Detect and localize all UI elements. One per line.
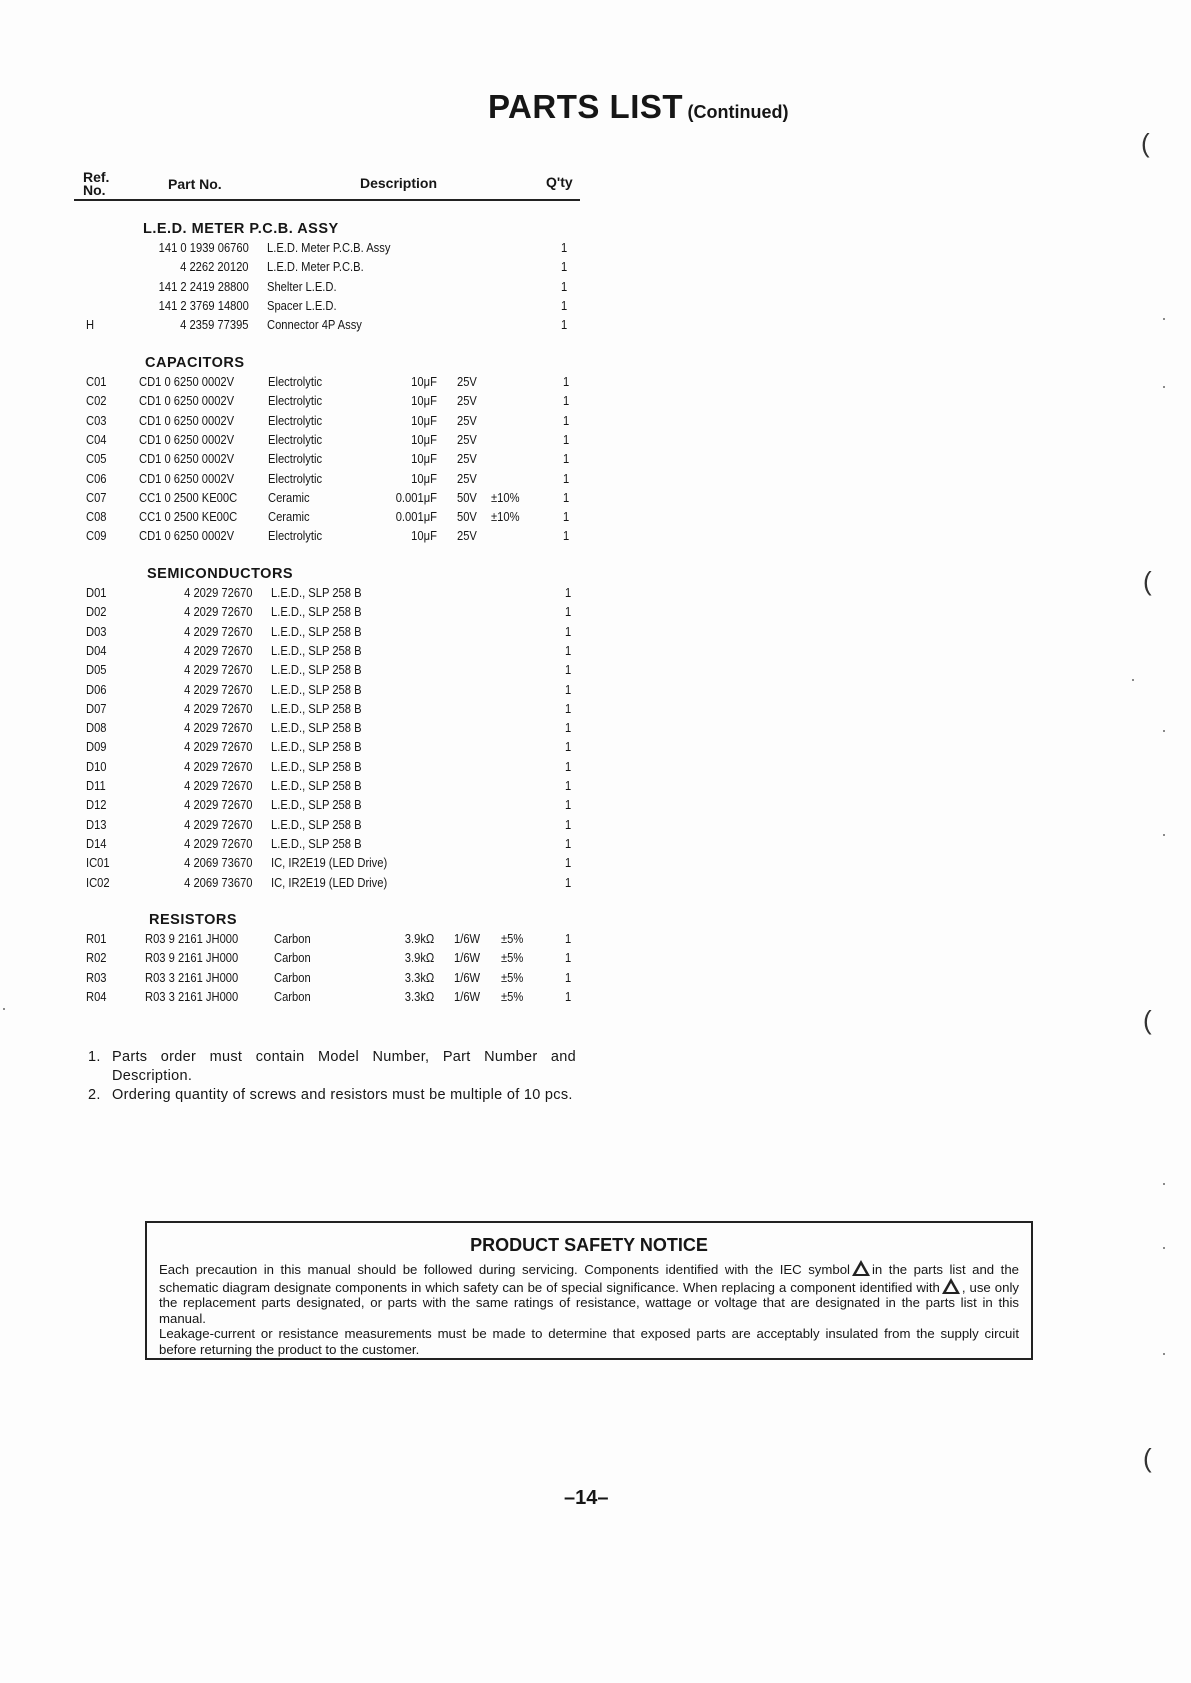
rating: 25V (457, 451, 477, 466)
ref-no: D08 (86, 720, 107, 735)
part-no: 4 2359 77395 (180, 317, 249, 332)
ref-no: D03 (86, 624, 107, 639)
ref-no: R03 (86, 970, 107, 985)
part-no: CD1 0 6250 0002V (139, 374, 235, 389)
rating: 25V (457, 374, 477, 389)
note-text: Parts order must contain Model Number, Part Number and Description. (112, 1049, 576, 1084)
rating: 25V (457, 432, 477, 447)
quantity: 1 (563, 393, 570, 408)
ref-no: D12 (86, 797, 107, 812)
description: L.E.D., SLP 258 B (271, 701, 362, 716)
description: Connector 4P Assy (267, 317, 362, 332)
value: 3.3kΩ (404, 989, 434, 1004)
binding-mark: ( (1143, 566, 1152, 596)
description: Carbon (274, 931, 311, 946)
description: IC, IR2E19 (LED Drive) (271, 875, 388, 890)
value: 10μF (411, 393, 437, 408)
part-no: CD1 0 6250 0002V (139, 413, 235, 428)
notes (88, 1048, 576, 1105)
ref-no: D09 (86, 739, 107, 754)
value: 10μF (411, 413, 437, 428)
description: Carbon (274, 989, 311, 1004)
part-no: CD1 0 6250 0002V (139, 471, 235, 486)
rating: 25V (457, 471, 477, 486)
ref-no: R01 (86, 931, 107, 946)
value: 10μF (411, 374, 437, 389)
ref-no: D02 (86, 604, 107, 619)
quantity: 1 (565, 989, 572, 1004)
rating: 50V (457, 509, 477, 524)
description: L.E.D., SLP 258 B (271, 643, 362, 658)
quantity: 1 (565, 931, 572, 946)
value: 3.9kΩ (404, 950, 434, 965)
quantity: 1 (565, 720, 572, 735)
description: L.E.D., SLP 258 B (271, 817, 362, 832)
part-no: 4 2069 73670 (184, 875, 253, 890)
quantity: 1 (565, 836, 572, 851)
quantity: 1 (563, 374, 570, 389)
quantity: 1 (565, 739, 572, 754)
part-no: 4 2029 72670 (184, 759, 253, 774)
quantity: 1 (565, 797, 572, 812)
part-no: CD1 0 6250 0002V (139, 528, 235, 543)
note-number: 2. (88, 1087, 101, 1103)
title-sub: (Continued) (687, 102, 789, 122)
ref-no: D13 (86, 817, 107, 832)
header-ref-line1: Ref. (83, 169, 110, 185)
scan-speck (3, 1008, 5, 1010)
part-no: 4 2029 72670 (184, 701, 253, 716)
ref-no: D10 (86, 759, 107, 774)
rating: 1/6W (454, 931, 481, 946)
quantity: 1 (565, 624, 572, 639)
ref-no: IC01 (86, 855, 110, 870)
description: L.E.D., SLP 258 B (271, 739, 362, 754)
description: Carbon (274, 970, 311, 985)
quantity: 1 (561, 279, 568, 294)
part-no: 4 2069 73670 (184, 855, 253, 870)
rating: 25V (457, 413, 477, 428)
value: 10μF (411, 432, 437, 447)
rating: 1/6W (454, 970, 481, 985)
quantity: 1 (565, 778, 572, 793)
part-no: 4 2029 72670 (184, 662, 253, 677)
description: Carbon (274, 950, 311, 965)
description: Electrolytic (268, 374, 323, 389)
ref-no: D07 (86, 701, 107, 716)
description: L.E.D. Meter P.C.B. Assy (267, 240, 391, 255)
part-no: CD1 0 6250 0002V (139, 393, 235, 408)
ref-no: D05 (86, 662, 107, 677)
ref-no: D06 (86, 682, 107, 697)
part-no: 141 2 3769 14800 (158, 298, 249, 313)
product-safety-notice (145, 1221, 1033, 1360)
tolerance: ±10% (491, 490, 520, 505)
note-text: Ordering quantity of screws and resistors must be multiple of 10 pcs. (112, 1087, 573, 1103)
value: 3.3kΩ (404, 970, 434, 985)
safety-text-3: , use only the replacement parts designated, or parts with the same ratings of resistance, wattage or voltage that are designated in the parts list in this manual. (159, 1279, 1019, 1326)
tolerance: ±5% (501, 970, 524, 985)
description: L.E.D., SLP 258 B (271, 624, 362, 639)
tolerance: ±10% (491, 509, 520, 524)
part-no: CD1 0 6250 0002V (139, 451, 235, 466)
ref-no: C09 (86, 528, 107, 543)
quantity: 1 (565, 855, 572, 870)
description: L.E.D., SLP 258 B (271, 759, 362, 774)
quantity: 1 (565, 701, 572, 716)
quantity: 1 (561, 298, 568, 313)
value: 10μF (411, 471, 437, 486)
quantity: 1 (563, 413, 570, 428)
quantity: 1 (561, 317, 568, 332)
binding-mark: ( (1141, 128, 1150, 158)
description: Electrolytic (268, 393, 323, 408)
header-rule (74, 199, 580, 201)
ref-no: C01 (86, 374, 107, 389)
part-no: 4 2029 72670 (184, 797, 253, 812)
part-no: R03 3 2161 JH000 (145, 989, 239, 1004)
scan-speck (1132, 679, 1134, 681)
description: L.E.D., SLP 258 B (271, 836, 362, 851)
rating: 25V (457, 393, 477, 408)
tolerance: ±5% (501, 931, 524, 946)
part-no: R03 9 2161 JH000 (145, 931, 239, 946)
part-no: R03 3 2161 JH000 (145, 970, 239, 985)
scan-speck (1163, 1353, 1165, 1355)
ref-no: C05 (86, 451, 107, 466)
safety-notice-title: PRODUCT SAFETY NOTICE (470, 1235, 708, 1255)
part-no: 4 2029 72670 (184, 643, 253, 658)
part-no: CC1 0 2500 KE00C (139, 509, 238, 524)
value: 10μF (411, 451, 437, 466)
rating: 25V (457, 528, 477, 543)
ref-no: R04 (86, 989, 107, 1004)
quantity: 1 (563, 451, 570, 466)
warning-triangle-icon (852, 1260, 870, 1276)
safety-notice-body (159, 1260, 1019, 1357)
part-no: 4 2029 72670 (184, 739, 253, 754)
header-ref (83, 171, 109, 197)
section-title-capacitors: CAPACITORS (145, 355, 245, 371)
description: Spacer L.E.D. (267, 298, 337, 313)
ref-no: IC02 (86, 875, 110, 890)
value: 10μF (411, 528, 437, 543)
scan-speck (1163, 834, 1165, 836)
page-title (488, 88, 788, 126)
section-title-led-meter: L.E.D. METER P.C.B. ASSY (143, 221, 339, 237)
description: Shelter L.E.D. (267, 279, 337, 294)
description: L.E.D., SLP 258 B (271, 682, 362, 697)
description: L.E.D., SLP 258 B (271, 604, 362, 619)
part-no: 4 2029 72670 (184, 604, 253, 619)
quantity: 1 (565, 643, 572, 658)
quantity: 1 (565, 759, 572, 774)
ref-no: R02 (86, 950, 107, 965)
binding-mark: ( (1143, 1005, 1152, 1035)
quantity: 1 (565, 970, 572, 985)
safety-text-2: in the parts list and the schematic diagram designate components in which safety can be of special significance. When replacing a component identified with (159, 1262, 1019, 1295)
warning-triangle-icon (942, 1278, 960, 1294)
description: Electrolytic (268, 451, 323, 466)
part-no: 4 2029 72670 (184, 720, 253, 735)
value: 0.001μF (395, 509, 437, 524)
description: Ceramic (268, 490, 310, 505)
quantity: 1 (565, 950, 572, 965)
quantity: 1 (565, 662, 572, 677)
quantity: 1 (563, 490, 570, 505)
ref-no: D01 (86, 585, 107, 600)
note-item (88, 1086, 576, 1105)
quantity: 1 (565, 604, 572, 619)
part-no: 4 2029 72670 (184, 836, 253, 851)
part-no: 4 2029 72670 (184, 585, 253, 600)
note-number: 1. (88, 1049, 101, 1065)
description: IC, IR2E19 (LED Drive) (271, 855, 388, 870)
part-no: CC1 0 2500 KE00C (139, 490, 238, 505)
scan-speck (1163, 1183, 1165, 1185)
tolerance: ±5% (501, 989, 524, 1004)
rating: 1/6W (454, 950, 481, 965)
part-no: 4 2029 72670 (184, 778, 253, 793)
ref-no: D04 (86, 643, 107, 658)
part-no: R03 9 2161 JH000 (145, 950, 239, 965)
quantity: 1 (561, 259, 568, 274)
page-number: –14– (564, 1487, 609, 1509)
part-no: 4 2029 72670 (184, 817, 253, 832)
ref-no: D14 (86, 836, 107, 851)
ref-no: C06 (86, 471, 107, 486)
description: Electrolytic (268, 432, 323, 447)
ref-no: C07 (86, 490, 107, 505)
value: 3.9kΩ (404, 931, 434, 946)
section-title-resistors: RESISTORS (149, 912, 238, 928)
part-no: 4 2029 72670 (184, 682, 253, 697)
header-part-no: Part No. (168, 176, 222, 192)
part-no: 141 2 2419 28800 (158, 279, 249, 294)
quantity: 1 (565, 585, 572, 600)
scan-speck (1163, 318, 1165, 320)
quantity: 1 (563, 471, 570, 486)
rating: 1/6W (454, 989, 481, 1004)
quantity: 1 (563, 509, 570, 524)
title-main: PARTS LIST (488, 88, 684, 125)
quantity: 1 (563, 432, 570, 447)
quantity: 1 (565, 875, 572, 890)
part-no: CD1 0 6250 0002V (139, 432, 235, 447)
scan-speck (1163, 1247, 1165, 1249)
description: Ceramic (268, 509, 310, 524)
scan-speck (1163, 730, 1165, 732)
ref-no: C08 (86, 509, 107, 524)
ref-no: C04 (86, 432, 107, 447)
part-no: 4 2029 72670 (184, 624, 253, 639)
quantity: 1 (565, 682, 572, 697)
quantity: 1 (563, 528, 570, 543)
header-ref-line2: No. (83, 182, 106, 198)
quantity: 1 (565, 817, 572, 832)
tolerance: ±5% (501, 950, 524, 965)
description: L.E.D., SLP 258 B (271, 720, 362, 735)
ref-no: C02 (86, 393, 107, 408)
ref-no: D11 (86, 778, 106, 793)
scan-speck (1163, 386, 1165, 388)
quantity: 1 (561, 240, 568, 255)
description: L.E.D., SLP 258 B (271, 585, 362, 600)
section-title-semiconductors: SEMICONDUCTORS (147, 566, 294, 582)
description: Electrolytic (268, 471, 323, 486)
rating: 50V (457, 490, 477, 505)
header-description: Description (360, 175, 438, 191)
ref-no: H (86, 317, 95, 332)
description: L.E.D., SLP 258 B (271, 662, 362, 677)
part-no: 141 0 1939 06760 (158, 240, 249, 255)
ref-no: C03 (86, 413, 107, 428)
safety-text-1: Each precaution in this manual should be followed during servicing. Components identified with the IEC symbol (159, 1262, 850, 1277)
binding-mark: ( (1143, 1443, 1152, 1473)
description: L.E.D. Meter P.C.B. (267, 259, 364, 274)
header-qty: Q'ty (546, 174, 573, 190)
value: 0.001μF (395, 490, 437, 505)
description: Electrolytic (268, 528, 323, 543)
description: Electrolytic (268, 413, 323, 428)
description: L.E.D., SLP 258 B (271, 797, 362, 812)
safety-text-4: Leakage-current or resistance measurements must be made to determine that exposed parts are acceptably insulated from the supply circuit before returning the product to the customer. (159, 1326, 1019, 1357)
part-no: 4 2262 20120 (180, 259, 249, 274)
description: L.E.D., SLP 258 B (271, 778, 362, 793)
note-item (88, 1048, 576, 1086)
